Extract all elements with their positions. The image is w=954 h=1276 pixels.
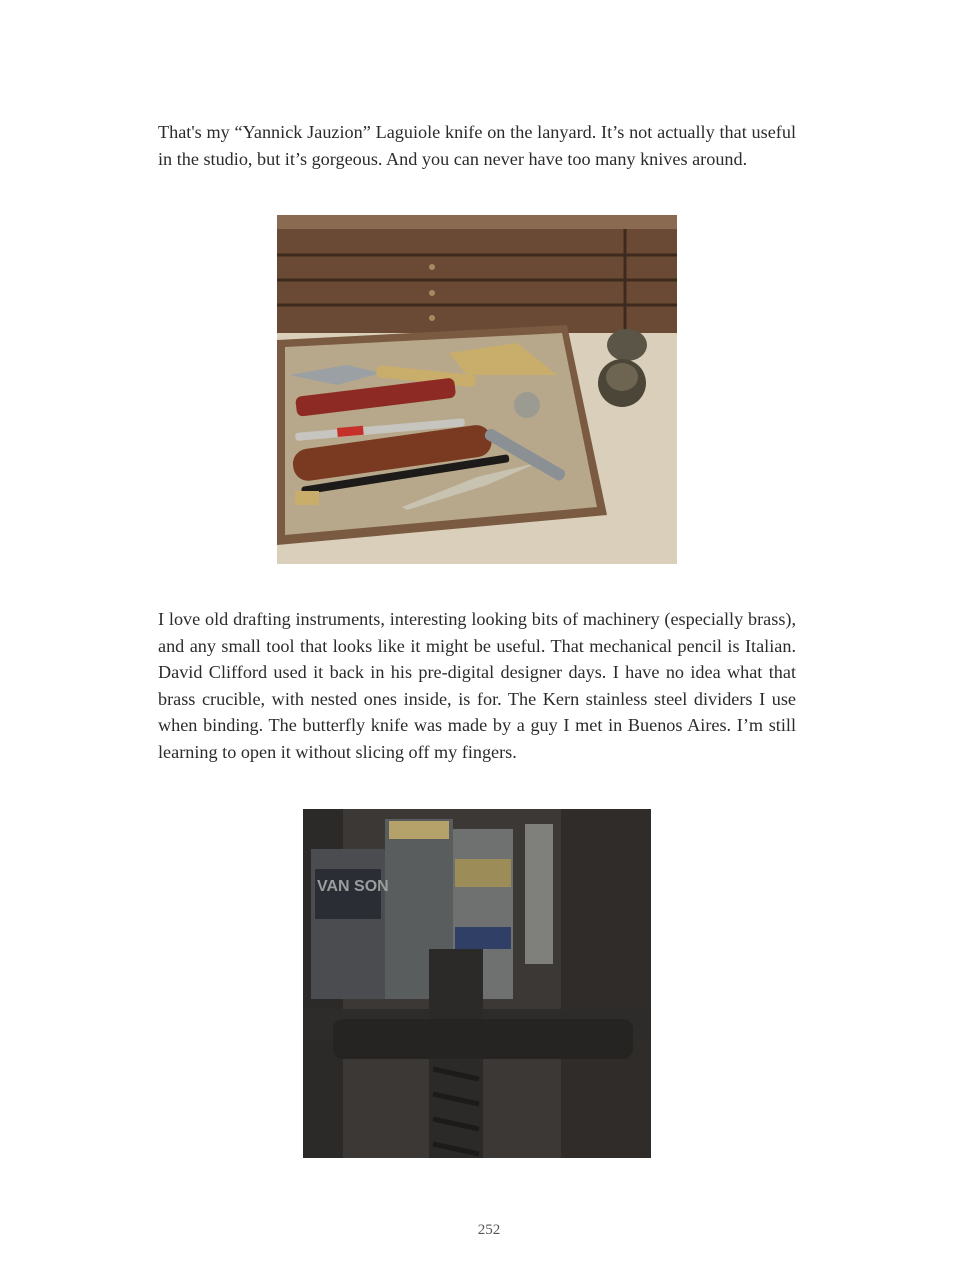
photo-press-and-ink-cans	[303, 809, 651, 1158]
ink-can-label: VAN SON	[317, 878, 389, 895]
page-number: 252	[477, 1222, 501, 1238]
paragraph-knife: That's my “Yannick Jauzion” Laguiole knife on the lanyard. It’s not actually that useful in the studio, but it’s gorgeous. And you can never have too many knives around.	[158, 122, 796, 169]
photo-drafting-tools	[277, 215, 677, 564]
paragraph-instruments: I love old drafting instruments, interesting looking bits of machinery (especially brass), and any small tool that looks like it might be useful. That mechanical pencil is Italian. David Clifford used it back in his pre-digital designer days. I have no idea what that brass crucible, with nested ones inside, is for. The Kern stainless steel dividers I use when binding. The butterfly knife was made by a guy I met in Buenos Aires. I’m still learning to open it without slicing off my fingers.	[158, 609, 796, 762]
